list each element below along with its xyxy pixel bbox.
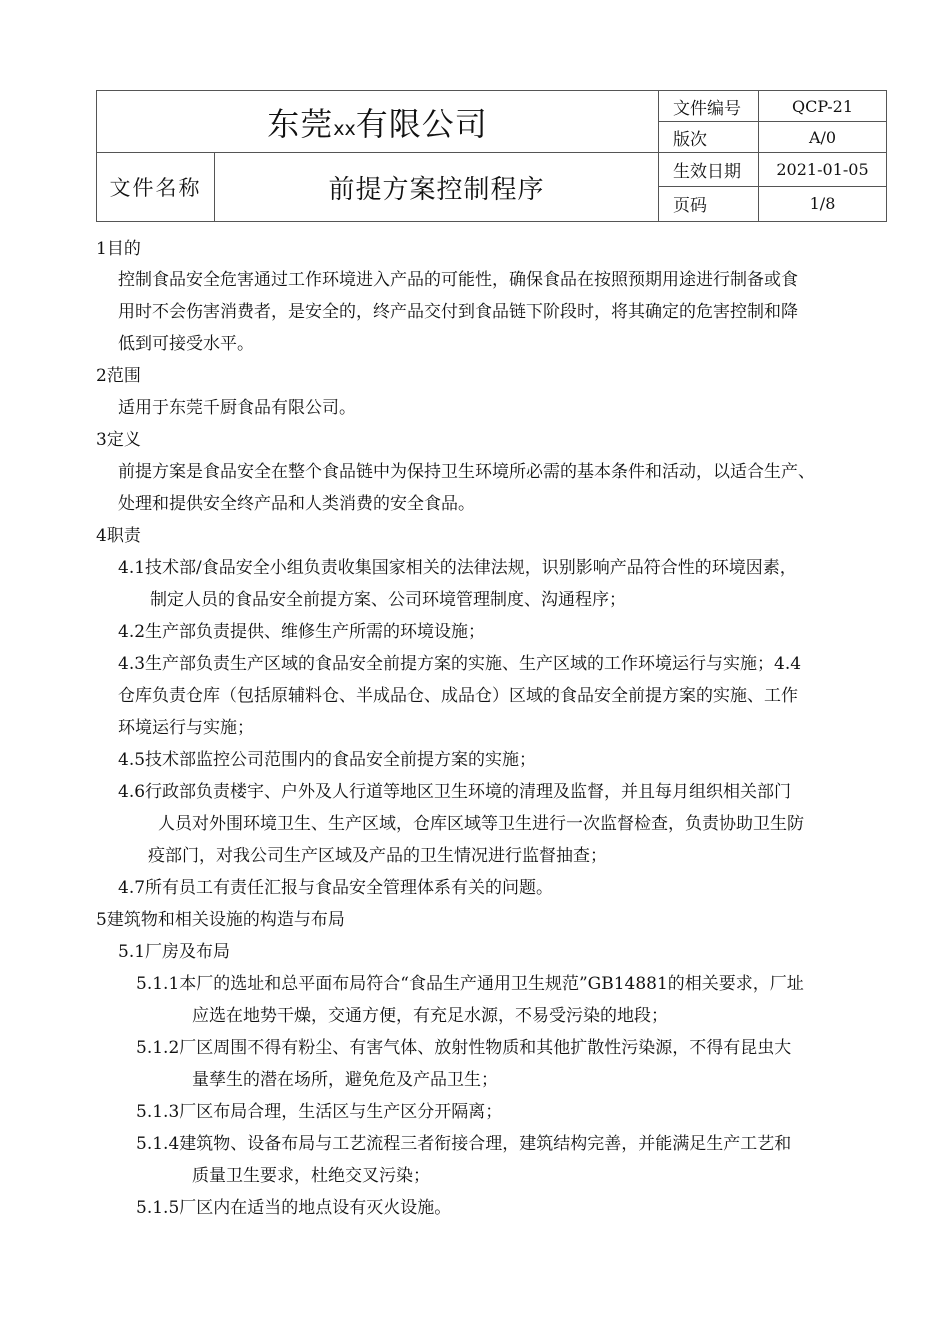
paragraph-line: 前提方案是食品安全在整个食品链中为保持卫生环境所必需的基本条件和活动，以适合生产、 <box>118 462 815 482</box>
paragraph-line: 处理和提供安全终产品和人类消费的安全食品。 <box>118 494 475 514</box>
section-heading: 1目的 <box>96 239 141 259</box>
list-item-continuation: 量孳生的潜在场所，避免危及产品卫生； <box>192 1070 498 1090</box>
document-header-table <box>96 90 887 222</box>
paragraph-line: 低到可接受水平。 <box>118 334 254 354</box>
company-name: 东莞xx有限公司 <box>267 104 488 143</box>
version-value: A/0 <box>759 122 887 153</box>
doc-number-value: QCP-21 <box>759 91 887 122</box>
list-item: 5.1.5厂区内在适当的地点设有灭火设施。 <box>136 1198 452 1218</box>
paragraph-line: 控制食品安全危害通过工作环境进入产品的可能性，确保食品在按照预期用途进行制备或食 <box>118 270 798 290</box>
list-item-continuation: 制定人员的食品安全前提方案、公司环境管理制度、沟通程序； <box>150 590 626 610</box>
list-item: 4.7所有员工有责任汇报与食品安全管理体系有关的问题。 <box>118 878 554 898</box>
paragraph-line: 用时不会伤害消费者，是安全的，终产品交付到食品链下阶段时，将其确定的危害控制和降 <box>118 302 798 322</box>
paragraph-line: 适用于东莞千厨食品有限公司。 <box>118 398 356 418</box>
list-item-continuation: 仓库负责仓库（包括原辅料仓、半成品仓、成品仓）区域的食品安全前提方案的实施、工作 <box>118 686 798 706</box>
list-item: 4.3生产部负责生产区域的食品安全前提方案的实施、生产区域的工作环境运行与实施；4.4 <box>118 654 802 674</box>
page-number-label: 页码 <box>659 186 759 221</box>
section-heading: 4职责 <box>96 526 141 546</box>
list-item: 5.1.2厂区周围不得有粉尘、有害气体、放射性物质和其他扩散性污染源，不得有昆虫大 <box>136 1038 792 1058</box>
list-item: 4.5技术部监控公司范围内的食品安全前提方案的实施； <box>118 750 537 770</box>
list-item-continuation: 应选在地势干燥，交通方便，有充足水源，不易受污染的地段； <box>192 1006 668 1026</box>
doc-number-label: 文件编号 <box>659 91 759 122</box>
list-item: 4.6行政部负责楼宇、户外及人行道等地区卫生环境的清理及监督，并且每月组织相关部门 <box>118 782 792 802</box>
section-heading: 5建筑物和相关设施的构造与布局 <box>96 910 345 930</box>
doc-title: 前提方案控制程序 <box>215 153 659 222</box>
effective-date-label: 生效日期 <box>659 153 759 186</box>
list-item-continuation: 疫部门，对我公司生产区域及产品的卫生情况进行监督抽查； <box>148 846 607 866</box>
section-heading: 3定义 <box>96 430 141 450</box>
list-item-continuation: 人员对外围环境卫生、生产区域，仓库区域等卫生进行一次监督检查，负责协助卫生防 <box>158 814 804 834</box>
doc-name-label: 文件名称 <box>97 153 215 222</box>
section-heading: 2范围 <box>96 366 141 386</box>
list-item: 5.1.4建筑物、设备布局与工艺流程三者衔接合理，建筑结构完善，并能满足生产工艺和 <box>136 1134 792 1154</box>
list-item-continuation: 质量卫生要求，杜绝交叉污染； <box>192 1166 430 1186</box>
page-number-value: 1/8 <box>759 186 887 221</box>
list-item: 4.1技术部/食品安全小组负责收集国家相关的法律法规，识别影响产品符合性的环境因素， <box>118 558 797 578</box>
list-item: 4.2生产部负责提供、维修生产所需的环境设施； <box>118 622 486 642</box>
list-item-continuation: 环境运行与实施； <box>118 718 254 738</box>
list-item: 5.1.1本厂的选址和总平面布局符合“食品生产通用卫生规范”GB14881的相关要求，厂址 <box>136 974 804 994</box>
version-label: 版次 <box>659 122 759 153</box>
subsection-heading: 5.1厂房及布局 <box>118 942 231 962</box>
company-name-cell <box>97 91 659 153</box>
effective-date-value: 2021-01-05 <box>759 153 887 186</box>
list-item: 5.1.3厂区布局合理，生活区与生产区分开隔离； <box>136 1102 503 1122</box>
